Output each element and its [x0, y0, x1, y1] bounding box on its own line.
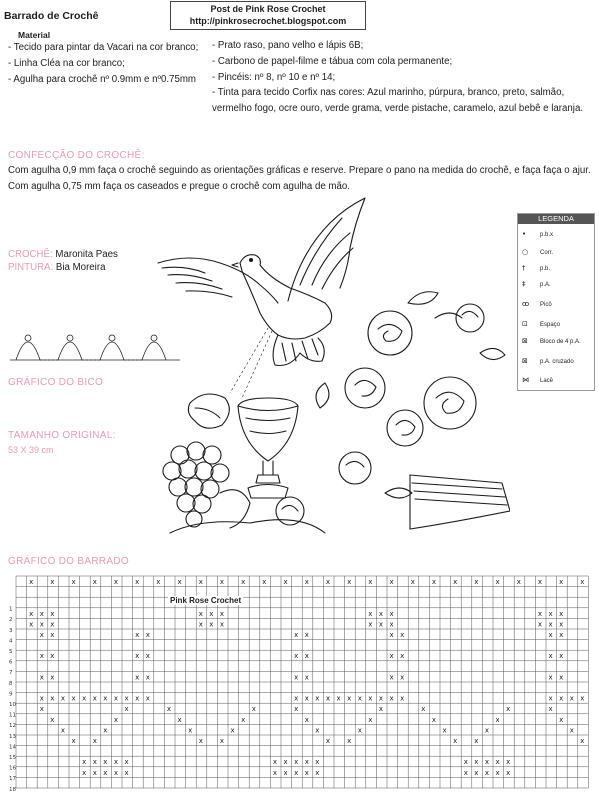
legend-symbol: ꝏ: [522, 300, 530, 308]
svg-text:x: x: [325, 578, 331, 586]
instructions-text: Com agulha 0,9 mm faça o crochê seguindo as orientações gráficas e reserve. Prepare o pano na medida do crochê, e faça faça o ajur. Com agulha 0,75 mm faça os caseados e pregue o crochê com agulha de mão.: [8, 165, 591, 192]
svg-text:x: x: [50, 578, 55, 586]
chart-watermark-label: Pink Rose Crochet: [170, 596, 242, 605]
svg-text:x: x: [272, 768, 278, 777]
legend-label: Lacê: [540, 378, 554, 384]
svg-text:x: x: [50, 715, 55, 724]
row-number: 14: [9, 744, 16, 751]
row-number: 5: [9, 649, 13, 655]
svg-text:x: x: [294, 631, 299, 639]
svg-text:x: x: [219, 609, 225, 618]
svg-text:x: x: [410, 578, 415, 586]
svg-text:x: x: [368, 578, 373, 586]
post-source-line: Post de Pink Rose Crochet: [210, 4, 326, 14]
svg-text:x: x: [50, 620, 55, 629]
svg-text:x: x: [548, 694, 553, 703]
legend-symbol: ⊡: [522, 320, 528, 328]
instructions-heading: CONFECÇÃO DO CROCHÊ:: [8, 150, 145, 161]
legend-symbol: ‡: [522, 280, 526, 288]
svg-text:x: x: [113, 758, 119, 767]
svg-text:x: x: [347, 578, 352, 586]
svg-text:x: x: [548, 631, 553, 639]
svg-text:x: x: [283, 578, 288, 586]
material-item: - Carbono de papel-filme e tábua com cola permanente;: [212, 55, 453, 67]
credit-croche-value: Maronita Paes: [55, 249, 118, 260]
svg-text:x: x: [82, 694, 87, 703]
legend-item: [522, 355, 592, 367]
row-number: 16: [9, 765, 16, 772]
svg-text:x: x: [113, 578, 119, 586]
legend-item: [522, 228, 592, 240]
svg-text:x: x: [453, 737, 458, 745]
svg-text:x: x: [559, 631, 564, 639]
svg-text:x: x: [124, 758, 129, 767]
svg-text:x: x: [548, 609, 553, 618]
svg-text:x: x: [103, 758, 108, 767]
materials-label: Material: [18, 30, 51, 40]
dove-chalice-illustration: [150, 193, 510, 543]
svg-text:x: x: [294, 758, 299, 767]
row-number: 1: [9, 606, 13, 613]
svg-text:x: x: [241, 578, 246, 586]
svg-text:x: x: [537, 578, 543, 586]
svg-text:x: x: [198, 609, 203, 618]
legend-box: [517, 213, 595, 391]
legend-label: p.b.x: [540, 232, 554, 238]
svg-text:x: x: [103, 768, 108, 777]
svg-text:x: x: [124, 705, 129, 714]
row-number: 8: [9, 680, 13, 687]
svg-text:x: x: [198, 578, 203, 586]
svg-text:x: x: [92, 578, 97, 586]
legend-item: [522, 278, 592, 290]
svg-text:x: x: [50, 652, 55, 661]
svg-text:x: x: [400, 631, 405, 639]
svg-text:x: x: [251, 705, 256, 714]
legend-label: Bloco de 4 p.A.: [540, 339, 581, 345]
svg-text:x: x: [39, 620, 44, 629]
svg-text:x: x: [484, 768, 490, 777]
svg-text:x: x: [368, 620, 373, 629]
svg-text:x: x: [103, 694, 108, 703]
svg-text:x: x: [559, 609, 564, 618]
svg-text:x: x: [357, 694, 362, 703]
svg-text:x: x: [145, 694, 150, 703]
legend-symbol: ⋈: [522, 376, 529, 384]
material-item: - Agulha para crochê nº 0.9mm e nº0.75mm: [8, 73, 197, 85]
svg-text:x: x: [389, 631, 394, 639]
svg-text:x: x: [559, 652, 564, 661]
svg-text:x: x: [198, 737, 203, 745]
svg-text:x: x: [166, 705, 172, 714]
legend-label: Espaço: [540, 322, 561, 328]
svg-text:x: x: [209, 609, 214, 618]
legend-item: [522, 298, 592, 310]
legend-label: Corr.: [540, 250, 554, 256]
svg-text:x: x: [559, 715, 564, 724]
row-number: 12: [9, 723, 16, 730]
barrado-chart-grid: [8, 568, 594, 796]
svg-text:x: x: [39, 673, 44, 682]
credit-croche: [8, 248, 118, 261]
svg-text:x: x: [421, 705, 426, 714]
svg-text:x: x: [92, 737, 97, 745]
svg-text:x: x: [294, 768, 299, 777]
svg-text:x: x: [474, 758, 479, 767]
svg-text:x: x: [495, 758, 500, 767]
svg-text:x: x: [431, 715, 437, 724]
svg-text:x: x: [506, 705, 511, 714]
material-item: - Tecido para pintar da Vacari na cor branco;: [8, 42, 199, 53]
legend-item: [522, 262, 592, 274]
svg-text:x: x: [82, 758, 87, 767]
svg-text:x: x: [347, 737, 352, 745]
svg-text:x: x: [39, 694, 44, 703]
svg-text:x: x: [145, 652, 150, 661]
svg-text:x: x: [124, 694, 129, 703]
svg-text:x: x: [325, 694, 331, 703]
materials-right-column: [212, 38, 592, 117]
svg-text:x: x: [304, 652, 309, 661]
svg-text:x: x: [219, 737, 225, 745]
credit-croche-label: CROCHÊ:: [8, 249, 53, 260]
svg-text:x: x: [304, 715, 309, 724]
svg-text:x: x: [304, 631, 309, 639]
credit-pintura-label: PINTURA:: [8, 262, 54, 273]
row-number: 13: [9, 733, 16, 740]
legend-label: p.A.: [540, 282, 551, 288]
svg-text:x: x: [559, 673, 564, 682]
svg-text:x: x: [336, 694, 341, 703]
svg-text:x: x: [71, 737, 76, 745]
barrado-heading: GRÁFICO DO BARRADO: [8, 556, 129, 567]
legend-label: Picô: [540, 302, 552, 308]
svg-text:x: x: [580, 737, 585, 745]
svg-text:x: x: [50, 631, 55, 639]
svg-text:x: x: [463, 758, 468, 767]
svg-text:x: x: [389, 620, 394, 629]
svg-text:x: x: [219, 620, 225, 629]
legend-symbol: ○: [522, 248, 529, 256]
svg-text:x: x: [495, 715, 500, 724]
svg-text:x: x: [389, 652, 394, 661]
svg-text:x: x: [389, 673, 394, 682]
svg-text:x: x: [294, 652, 299, 661]
svg-text:x: x: [113, 694, 119, 703]
svg-text:x: x: [368, 694, 373, 703]
svg-text:x: x: [347, 694, 352, 703]
svg-text:x: x: [368, 609, 373, 618]
svg-text:x: x: [389, 578, 394, 586]
credit-pintura: [8, 261, 118, 274]
svg-text:x: x: [39, 631, 44, 639]
svg-text:x: x: [135, 694, 140, 703]
svg-text:x: x: [516, 578, 521, 586]
svg-text:x: x: [453, 578, 458, 586]
svg-text:x: x: [71, 694, 76, 703]
svg-text:x: x: [103, 726, 108, 735]
svg-text:x: x: [315, 758, 320, 767]
svg-text:x: x: [294, 705, 299, 714]
credits: [8, 248, 118, 274]
page-title: Barrado de Crochê: [4, 10, 99, 22]
svg-text:x: x: [241, 715, 246, 724]
svg-text:x: x: [283, 758, 288, 767]
svg-text:x: x: [177, 578, 182, 586]
svg-text:x: x: [219, 578, 225, 586]
legend-label: p.A. cruzado: [540, 359, 574, 365]
svg-text:x: x: [113, 715, 119, 724]
svg-text:x: x: [569, 726, 574, 735]
svg-text:x: x: [29, 609, 34, 618]
svg-text:x: x: [145, 673, 150, 682]
svg-text:x: x: [463, 768, 468, 777]
svg-text:x: x: [548, 652, 553, 661]
svg-text:x: x: [50, 694, 55, 703]
legend-item: [522, 318, 592, 330]
size-heading: TAMANHO ORIGINAL:: [8, 430, 116, 441]
svg-text:x: x: [209, 620, 214, 629]
row-number: 9: [9, 691, 13, 698]
svg-text:x: x: [82, 768, 87, 777]
svg-text:x: x: [177, 715, 182, 724]
svg-text:x: x: [294, 694, 299, 703]
row-number: 6: [9, 659, 13, 666]
svg-text:x: x: [537, 609, 543, 618]
svg-text:x: x: [580, 578, 585, 586]
svg-text:x: x: [294, 673, 299, 682]
svg-text:x: x: [156, 578, 161, 586]
svg-text:x: x: [495, 578, 500, 586]
svg-text:x: x: [548, 620, 553, 629]
svg-text:x: x: [495, 768, 500, 777]
svg-text:x: x: [304, 673, 309, 682]
svg-text:x: x: [400, 694, 405, 703]
svg-text:x: x: [325, 737, 331, 745]
svg-text:x: x: [50, 673, 55, 682]
svg-text:x: x: [283, 768, 288, 777]
row-number: 18: [9, 786, 16, 793]
svg-text:x: x: [92, 768, 97, 777]
row-number: 11: [9, 712, 16, 719]
svg-text:x: x: [506, 758, 511, 767]
svg-text:x: x: [135, 578, 140, 586]
legend-item: [522, 374, 592, 386]
legend-symbol: †: [522, 264, 526, 272]
svg-text:x: x: [548, 673, 553, 682]
svg-text:x: x: [378, 694, 384, 703]
bico-heading: GRÁFICO DO BICO: [8, 377, 104, 388]
svg-text:x: x: [389, 694, 394, 703]
row-number: 7: [9, 670, 13, 677]
svg-text:x: x: [272, 758, 278, 767]
svg-text:x: x: [60, 726, 66, 735]
row-number: 10: [9, 702, 16, 708]
svg-text:x: x: [315, 694, 320, 703]
svg-text:x: x: [304, 578, 309, 586]
svg-text:x: x: [357, 726, 362, 735]
material-item: - Prato raso, pano velho e lápis 6B;: [212, 40, 364, 51]
svg-text:x: x: [113, 768, 119, 777]
svg-text:x: x: [315, 726, 320, 735]
material-item: - Tinta para tecido Corfix nas cores: Azul marinho, púrpura, branco, preto, salmão, vermelho fogo, ocre ouro, verde grama, verde pistache, caramelo, azul bebê e laranja.: [212, 87, 584, 115]
row-number: 2: [9, 617, 13, 624]
svg-text:x: x: [29, 620, 34, 629]
legend-item: [522, 246, 592, 258]
svg-text:x: x: [548, 705, 553, 714]
svg-text:x: x: [304, 768, 309, 777]
svg-text:x: x: [389, 609, 394, 618]
svg-text:x: x: [315, 768, 320, 777]
material-item: - Pincéis: nº 8, nº 10 e nº 14;: [212, 71, 336, 83]
svg-text:x: x: [378, 609, 384, 618]
svg-text:x: x: [378, 620, 384, 629]
svg-text:x: x: [304, 694, 309, 703]
svg-text:x: x: [92, 694, 97, 703]
row-number: 15: [9, 755, 16, 761]
legend-title: LEGENDA: [518, 214, 594, 224]
legend-symbol: ⊠: [522, 357, 528, 365]
legend-symbol: ⊠: [522, 337, 528, 345]
row-number: 4: [9, 638, 13, 645]
svg-text:x: x: [92, 758, 97, 767]
svg-text:x: x: [400, 673, 405, 682]
size-value: 53 X 39 cm: [8, 445, 54, 455]
materials-left-column: [8, 40, 203, 87]
svg-text:x: x: [378, 705, 384, 714]
svg-text:x: x: [262, 578, 267, 586]
svg-text:x: x: [474, 737, 479, 745]
svg-text:x: x: [135, 631, 140, 639]
material-item: - Linha Cléa na cor branco;: [8, 57, 125, 69]
svg-text:x: x: [188, 726, 193, 735]
svg-text:x: x: [124, 768, 129, 777]
svg-text:x: x: [580, 694, 585, 703]
svg-text:x: x: [442, 726, 447, 735]
svg-text:x: x: [39, 652, 44, 661]
post-source-box: [170, 1, 366, 30]
svg-text:x: x: [537, 620, 543, 629]
svg-text:x: x: [60, 694, 66, 703]
credit-pintura-value: Bia Moreira: [55, 262, 106, 273]
svg-text:x: x: [400, 652, 405, 661]
svg-text:x: x: [484, 758, 490, 767]
svg-text:x: x: [135, 673, 140, 682]
svg-text:x: x: [230, 726, 235, 735]
svg-text:x: x: [39, 705, 44, 714]
svg-text:x: x: [304, 758, 309, 767]
svg-text:x: x: [569, 694, 574, 703]
svg-text:x: x: [145, 631, 150, 639]
legend-symbol: •: [522, 230, 527, 238]
svg-text:x: x: [71, 578, 76, 586]
svg-text:x: x: [29, 578, 34, 586]
svg-text:x: x: [198, 620, 203, 629]
svg-text:x: x: [50, 609, 55, 618]
svg-text:x: x: [474, 578, 479, 586]
svg-text:x: x: [559, 694, 564, 703]
svg-text:x: x: [39, 609, 44, 618]
svg-text:x: x: [431, 578, 437, 586]
row-number: 3: [9, 627, 13, 634]
post-source-url: http://pinkrosecrochet.blogspot.com: [189, 16, 347, 26]
svg-text:x: x: [559, 620, 564, 629]
svg-text:x: x: [474, 768, 479, 777]
svg-text:x: x: [559, 578, 564, 586]
svg-text:x: x: [484, 726, 490, 735]
svg-text:x: x: [135, 652, 140, 661]
legend-label: p.b.: [540, 266, 551, 272]
svg-text:x: x: [506, 768, 511, 777]
legend-item: [522, 335, 592, 347]
svg-text:x: x: [368, 715, 373, 724]
row-number: 17: [9, 776, 16, 783]
